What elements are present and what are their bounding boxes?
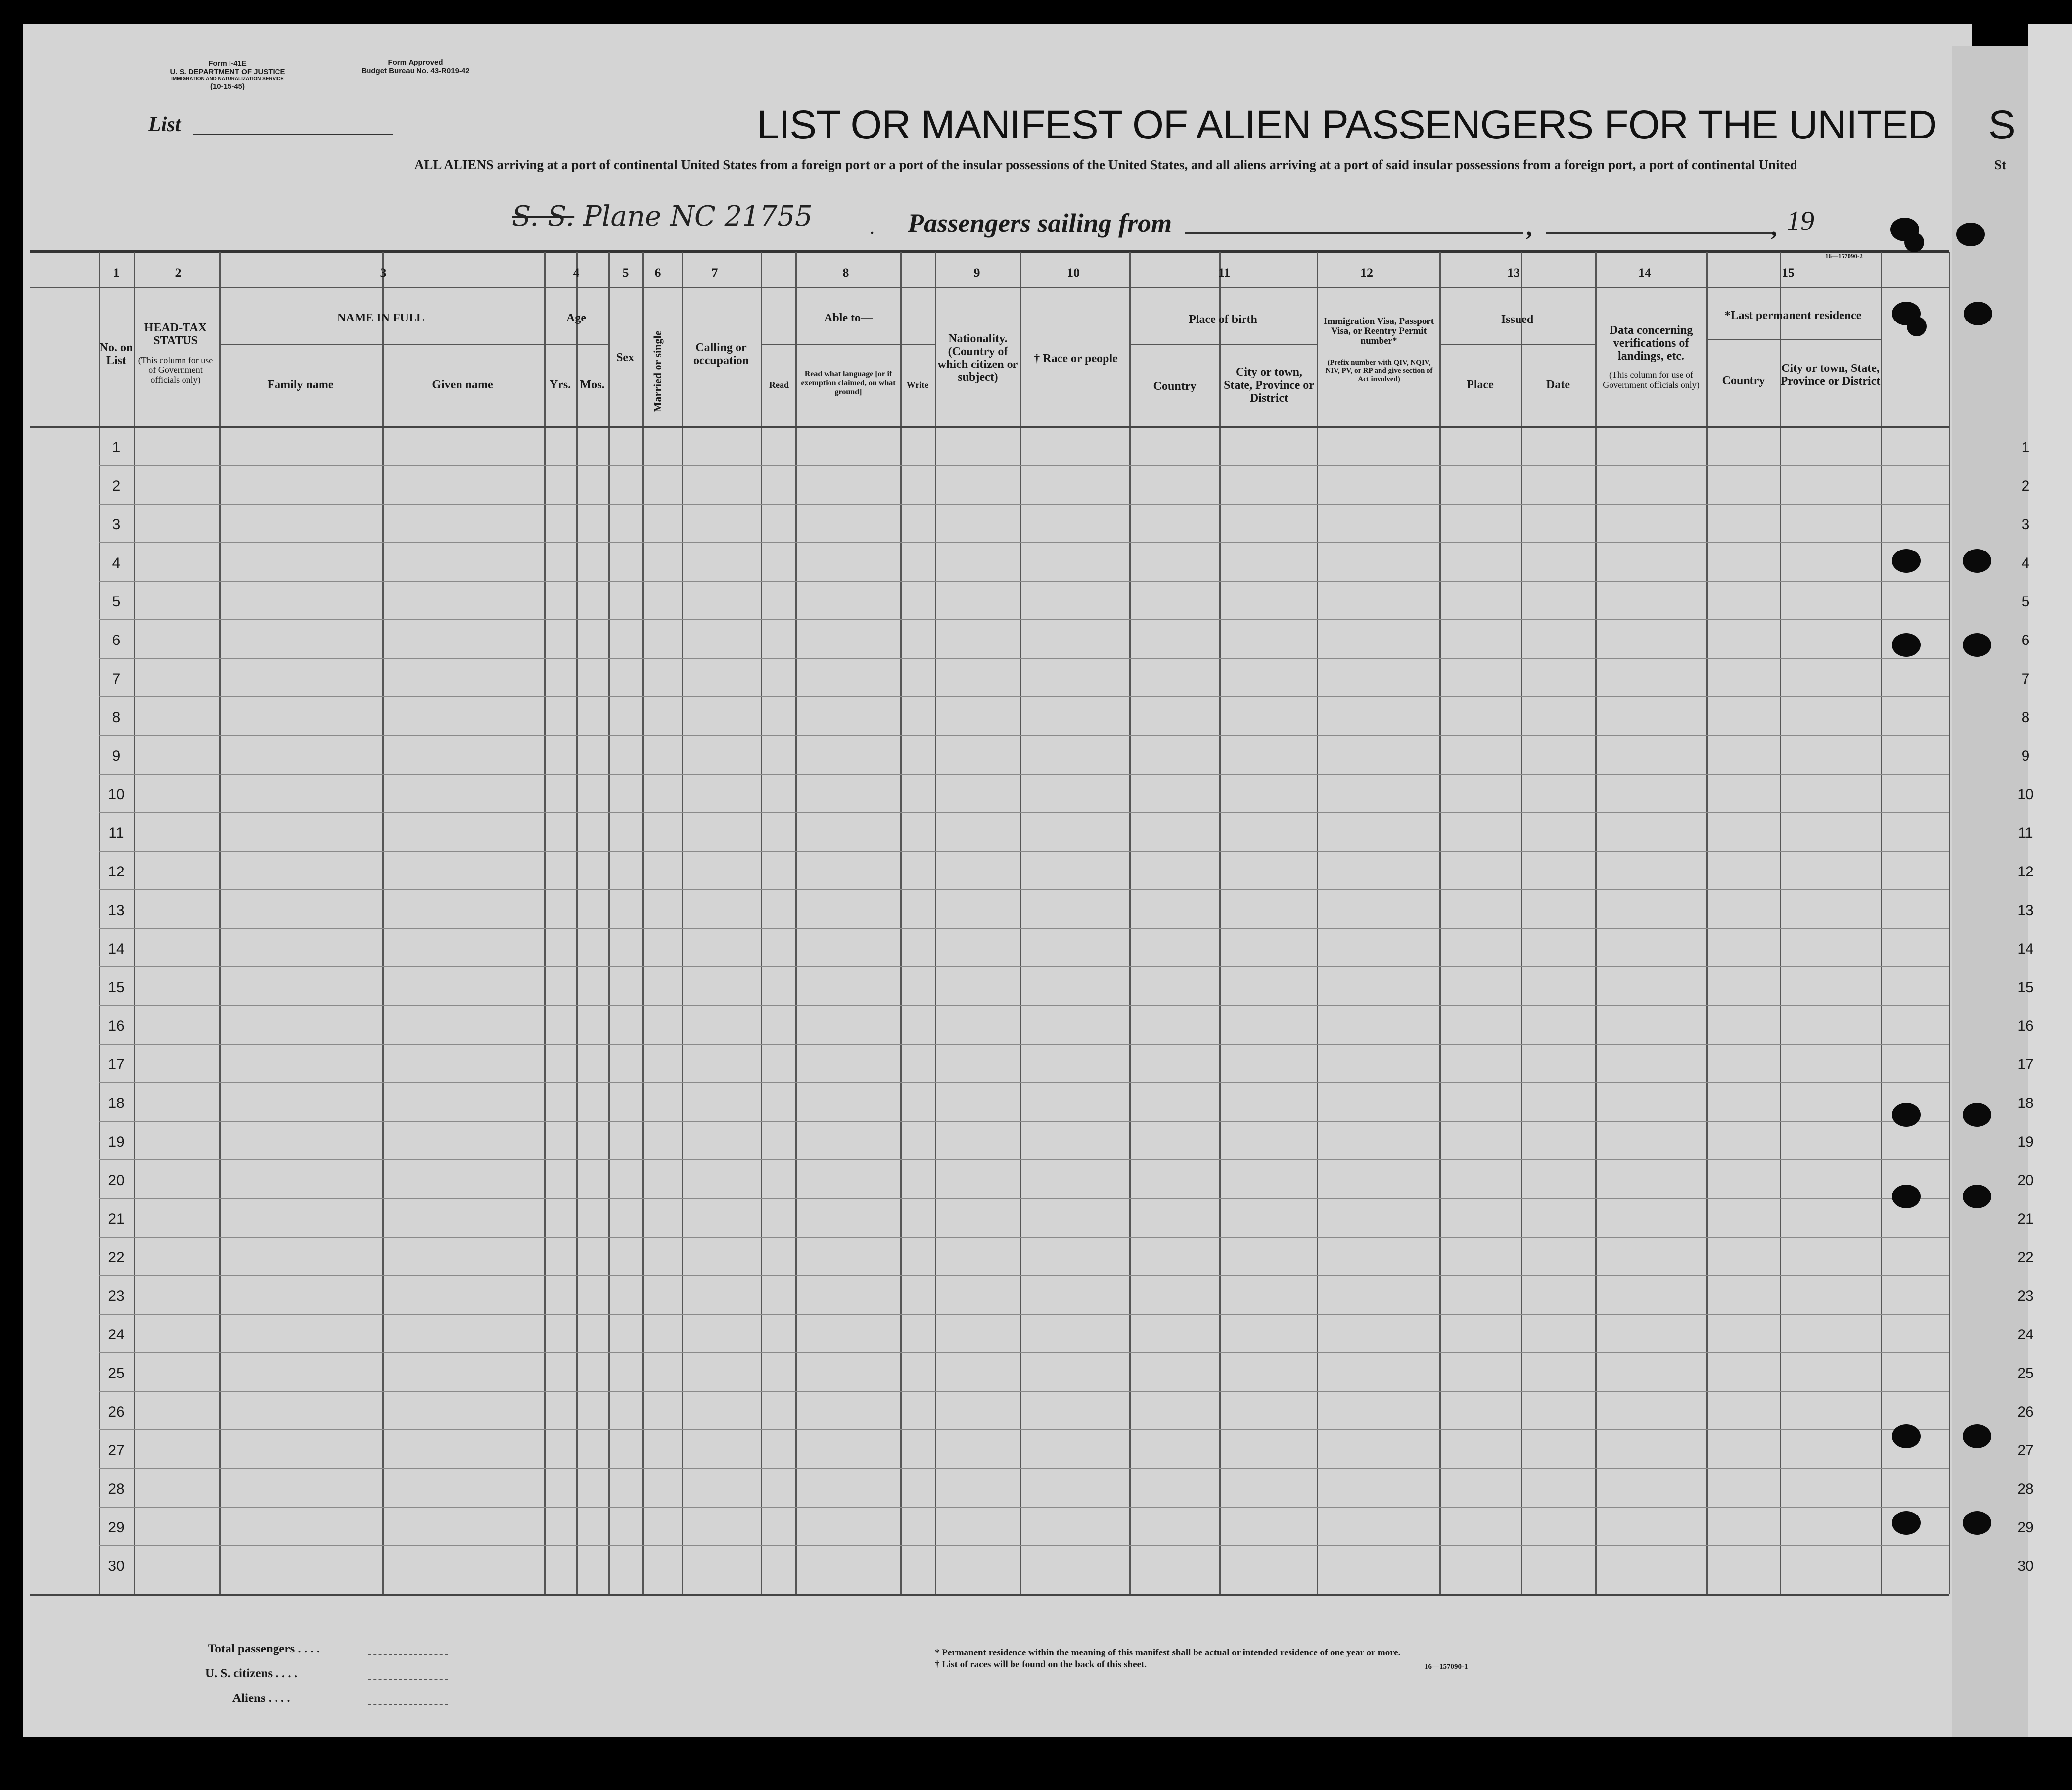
header-read-language: Read what language [or if exemption claimed, on what ground] <box>801 370 896 396</box>
adjacent-sheet-edge <box>2028 24 2072 1737</box>
col-number-6: 6 <box>654 266 661 280</box>
col-number-4: 4 <box>573 266 580 280</box>
row-rule <box>99 889 1949 890</box>
binding-hole <box>1963 1185 1991 1208</box>
header-mos: Mos. <box>580 378 605 391</box>
row-number-right: 21 <box>2017 1211 2034 1227</box>
row-rule <box>99 735 1949 736</box>
row-number-right: 9 <box>2021 748 2030 764</box>
row-rule <box>99 1507 1949 1508</box>
col-number-5: 5 <box>622 266 629 280</box>
row-rule <box>99 696 1949 697</box>
column-rule <box>1595 252 1597 1594</box>
header-issued-date: Date <box>1546 378 1570 391</box>
row-number: 5 <box>112 594 121 610</box>
header-write: Write <box>906 380 929 390</box>
row-number: 26 <box>108 1404 125 1420</box>
column-rule <box>1521 252 1522 1594</box>
row-number: 9 <box>112 748 121 764</box>
row-number: 29 <box>108 1519 125 1536</box>
total-passengers-field[interactable] <box>368 1654 448 1655</box>
column-rule <box>544 252 546 1594</box>
table-bottom-rule <box>30 1594 1949 1596</box>
row-rule <box>99 851 1949 852</box>
year-prefix: 19 <box>1787 206 1814 236</box>
header-data-verifications: Data concerning verifications of landings, etc. <box>1609 324 1693 363</box>
service-line: IMMIGRATION AND NATURALIZATION SERVICE <box>171 76 284 82</box>
sailing-date-field[interactable] <box>1546 232 1773 234</box>
header-given-name: Given name <box>432 378 493 391</box>
row-number: 25 <box>108 1365 125 1381</box>
header-birth-city: City or town, State, Province or District <box>1224 366 1314 405</box>
row-number-right: 17 <box>2017 1056 2034 1073</box>
column-rule <box>1706 252 1708 1594</box>
binding-hole <box>1892 1103 1921 1127</box>
row-rule <box>99 1121 1949 1122</box>
column-rule <box>576 252 578 1594</box>
column-rule <box>1129 252 1131 1594</box>
col-number-7: 7 <box>711 266 718 280</box>
row-number: 6 <box>112 632 121 648</box>
row-rule <box>99 619 1949 620</box>
row-number: 30 <box>108 1558 125 1574</box>
row-number: 23 <box>108 1288 125 1304</box>
sailing-port-field[interactable] <box>1185 232 1523 234</box>
col-number-15: 15 <box>1782 266 1795 280</box>
header-place-of-birth: Place of birth <box>1189 313 1257 326</box>
row-number: 7 <box>112 671 121 687</box>
row-number-right: 25 <box>2017 1365 2034 1381</box>
header-able-to: Able to— <box>824 312 873 324</box>
row-number-right: 11 <box>2018 825 2033 841</box>
binding-hole <box>1963 633 1991 657</box>
vessel-printed-prefix: S. S. <box>512 200 575 232</box>
header-visa-note: (Prefix number with QIV, NQIV, NIV, PV, or RP and give section of Act involved) <box>1325 359 1433 383</box>
subheader-rule <box>1439 344 1595 345</box>
binding-hole <box>1907 317 1927 336</box>
header-residence-city: City or town, State, Province or District <box>1780 362 1881 388</box>
row-number-right: 24 <box>2017 1327 2034 1343</box>
header-read: Read <box>769 380 789 390</box>
col-number-13: 13 <box>1507 266 1520 280</box>
row-rule <box>99 581 1949 582</box>
row-rule <box>99 928 1949 929</box>
row-number: 19 <box>108 1134 125 1150</box>
row-number-right: 4 <box>2021 555 2030 571</box>
row-rule <box>99 504 1949 505</box>
row-number-right: 23 <box>2017 1288 2034 1304</box>
form-print-number: 16—157090-1 <box>1425 1663 1468 1671</box>
header-no-on-list: No. on List <box>99 341 133 367</box>
column-rule <box>900 252 902 1594</box>
row-number-right: 6 <box>2021 632 2030 648</box>
subheader-rule <box>1706 339 1881 340</box>
header-last-residence: *Last permanent residence <box>1724 309 1862 322</box>
row-number-right: 3 <box>2021 516 2030 533</box>
aliens-field[interactable] <box>368 1704 448 1705</box>
header-residence-country: Country <box>1722 374 1765 387</box>
binding-hole <box>1892 1424 1921 1448</box>
header-name-in-full: NAME IN FULL <box>337 312 424 324</box>
column-rule <box>1949 252 1950 1594</box>
header-bottom-rule <box>30 426 1949 428</box>
header-sex: Sex <box>616 351 634 364</box>
row-number-right: 2 <box>2021 478 2030 494</box>
vessel-handwritten-name: Plane NC 21755 <box>583 200 813 232</box>
column-rule <box>795 252 797 1594</box>
col-number-10: 10 <box>1067 266 1080 280</box>
row-number-right: 20 <box>2017 1172 2034 1189</box>
row-rule <box>99 1314 1949 1315</box>
row-number: 24 <box>108 1327 125 1343</box>
footnotes <box>935 1647 1400 1671</box>
row-rule <box>99 1391 1949 1392</box>
approval-line: Form Approved <box>388 58 443 67</box>
column-rule <box>1219 252 1221 1594</box>
column-rule <box>1881 252 1882 1594</box>
row-number: 16 <box>108 1018 125 1034</box>
form-number-line: Form I-41E <box>208 59 247 68</box>
row-number-right: 18 <box>2017 1095 2034 1111</box>
vessel-dot: . <box>870 216 875 238</box>
col-number-1: 1 <box>113 266 120 280</box>
header-data-verifications-note: (This column for use of Government officials only) <box>1603 370 1700 390</box>
total-passengers-label: Total passengers . . . . <box>208 1642 320 1655</box>
binding-hole <box>1956 223 1985 246</box>
header-birth-country: Country <box>1153 380 1197 393</box>
row-number: 10 <box>108 786 125 803</box>
column-rule <box>219 252 221 1594</box>
manifest-subtitle-continued: St <box>1994 157 2007 172</box>
row-number-right: 30 <box>2017 1558 2034 1574</box>
row-rule <box>99 1468 1949 1469</box>
row-number: 17 <box>108 1056 125 1073</box>
row-number-right: 14 <box>2017 941 2034 957</box>
row-number: 11 <box>108 825 124 841</box>
row-rule <box>99 465 1949 466</box>
row-number: 13 <box>108 902 125 918</box>
binding-hole <box>1963 1511 1991 1535</box>
row-rule <box>99 658 1949 659</box>
row-rule <box>99 812 1949 813</box>
binding-hole <box>1892 549 1921 573</box>
row-number: 12 <box>108 864 125 880</box>
row-number: 2 <box>112 478 121 494</box>
header-yrs: Yrs. <box>549 378 571 391</box>
row-number: 3 <box>112 516 121 533</box>
us-citizens-label: U. S. citizens . . . . <box>205 1667 298 1680</box>
row-rule <box>99 1005 1949 1006</box>
row-rule <box>99 1352 1949 1353</box>
header-visa-number: Immigration Visa, Passport Visa, or Reentry Permit number* <box>1323 316 1434 346</box>
sailing-comma-2: , <box>1771 213 1777 241</box>
header-age: Age <box>566 312 586 324</box>
col-number-3: 3 <box>380 266 387 280</box>
row-number-right: 27 <box>2017 1442 2034 1459</box>
row-number: 18 <box>108 1095 125 1111</box>
column-rule <box>935 252 936 1594</box>
binding-hole <box>1892 633 1921 657</box>
row-number-right: 16 <box>2017 1018 2034 1034</box>
column-rule <box>682 252 683 1594</box>
row-rule <box>99 966 1949 967</box>
form-approval <box>341 58 490 75</box>
row-number-right: 8 <box>2021 709 2030 726</box>
header-nationality: Nationality. (Country of which citizen or subject) <box>937 332 1018 384</box>
row-number: 22 <box>108 1249 125 1266</box>
row-number-right: 26 <box>2017 1404 2034 1420</box>
binding-hole <box>1963 1103 1991 1127</box>
column-rule <box>761 252 762 1594</box>
row-rule <box>99 542 1949 543</box>
us-citizens-field[interactable] <box>368 1679 448 1680</box>
binding-hole <box>1904 232 1924 252</box>
row-number-right: 12 <box>2017 864 2034 880</box>
list-label: List <box>148 113 181 136</box>
row-number-right: 10 <box>2017 786 2034 803</box>
header-married-or-single: Married or single <box>651 330 664 413</box>
column-rule <box>642 252 644 1594</box>
row-rule <box>99 1198 1949 1199</box>
footnote-residence: * Permanent residence within the meaning of this manifest shall be actual or intended residence of one year or more. <box>935 1648 1401 1658</box>
row-number: 27 <box>108 1442 125 1459</box>
row-rule <box>99 774 1949 775</box>
header-issued: Issued <box>1501 313 1534 326</box>
column-rule <box>1020 252 1021 1594</box>
header-calling: Calling or occupation <box>693 341 749 367</box>
column-rule <box>382 252 384 1594</box>
manifest-title: LIST OR MANIFEST OF ALIEN PASSENGERS FOR THE UNITED <box>757 102 1937 147</box>
binding-hole <box>1963 1424 1991 1448</box>
header-issued-place: Place <box>1467 378 1494 391</box>
form-date-line: (10-15-45) <box>210 82 245 91</box>
column-rule <box>1317 252 1318 1594</box>
sailing-comma-1: , <box>1526 213 1532 241</box>
manifest-sheet <box>23 24 1972 1737</box>
list-number-field[interactable] <box>193 134 393 135</box>
subheader-rule <box>761 344 935 345</box>
row-number-right: 15 <box>2017 979 2034 996</box>
binding-hole <box>1963 549 1991 573</box>
row-number: 14 <box>108 941 125 957</box>
col-number-12: 12 <box>1360 266 1373 280</box>
row-number-right: 1 <box>2021 439 2030 456</box>
row-number: 28 <box>108 1481 125 1497</box>
subheader-rule <box>219 344 608 345</box>
row-rule <box>99 1082 1949 1083</box>
header-code: 16—157090-2 <box>1825 252 1863 260</box>
row-number: 4 <box>112 555 121 571</box>
row-rule <box>99 1237 1949 1238</box>
col-number-14: 14 <box>1638 266 1651 280</box>
binding-hole <box>1964 302 1992 325</box>
col-number-9: 9 <box>973 266 980 280</box>
row-rule <box>99 1429 1949 1430</box>
budget-bureau-line: Budget Bureau No. 43-R019-42 <box>361 67 470 75</box>
manifest-title-continued: S <box>1988 102 2016 147</box>
row-number-right: 28 <box>2017 1481 2034 1497</box>
col-number-2: 2 <box>175 266 182 280</box>
table-top-rule <box>30 250 1949 253</box>
row-number: 21 <box>108 1211 125 1227</box>
footnote-races: † List of races will be found on the back of this sheet. <box>935 1659 1147 1670</box>
subheader-rule <box>1129 344 1317 345</box>
manifest-subtitle: ALL ALIENS arriving at a port of continental United States from a foreign port or a port of the insular possessions of the United States, and all aliens arriving at a port of said insular possessions from a foreign port, a port of continental United <box>414 157 1797 172</box>
header-head-tax: HEAD-TAX STATUS <box>144 321 207 347</box>
header-head-tax-note: (This column for use of Government officials only) <box>138 355 213 385</box>
form-identifier <box>114 59 341 91</box>
row-number-right: 5 <box>2021 594 2030 610</box>
row-number-right: 19 <box>2017 1134 2034 1150</box>
row-rule <box>99 1044 1949 1045</box>
row-number: 20 <box>108 1172 125 1189</box>
row-rule <box>99 1275 1949 1276</box>
column-rule <box>1780 252 1781 1594</box>
row-number: 8 <box>112 709 121 726</box>
aliens-label: Aliens . . . . <box>232 1692 290 1705</box>
row-number-right: 7 <box>2021 671 2030 687</box>
header-race: † Race or people <box>1034 352 1118 365</box>
row-rule <box>99 1159 1949 1160</box>
binding-hole <box>1892 1185 1921 1208</box>
department-line: U. S. DEPARTMENT OF JUSTICE <box>170 68 285 76</box>
column-rule <box>1439 252 1441 1594</box>
col-number-8: 8 <box>842 266 849 280</box>
row-number-right: 13 <box>2017 902 2034 918</box>
row-rule <box>99 1545 1949 1546</box>
column-number-rule <box>30 287 1949 288</box>
binding-hole <box>1892 1511 1921 1535</box>
header-family-name: Family name <box>267 378 334 391</box>
row-number: 1 <box>112 439 121 456</box>
row-number: 15 <box>108 979 125 996</box>
row-number-right: 29 <box>2017 1519 2034 1536</box>
col-number-11: 11 <box>1218 266 1231 280</box>
vessel-name-field[interactable] <box>512 200 813 232</box>
row-number-right: 22 <box>2017 1249 2034 1266</box>
sailing-from-label: Passengers sailing from <box>908 208 1172 238</box>
column-rule <box>608 252 610 1594</box>
